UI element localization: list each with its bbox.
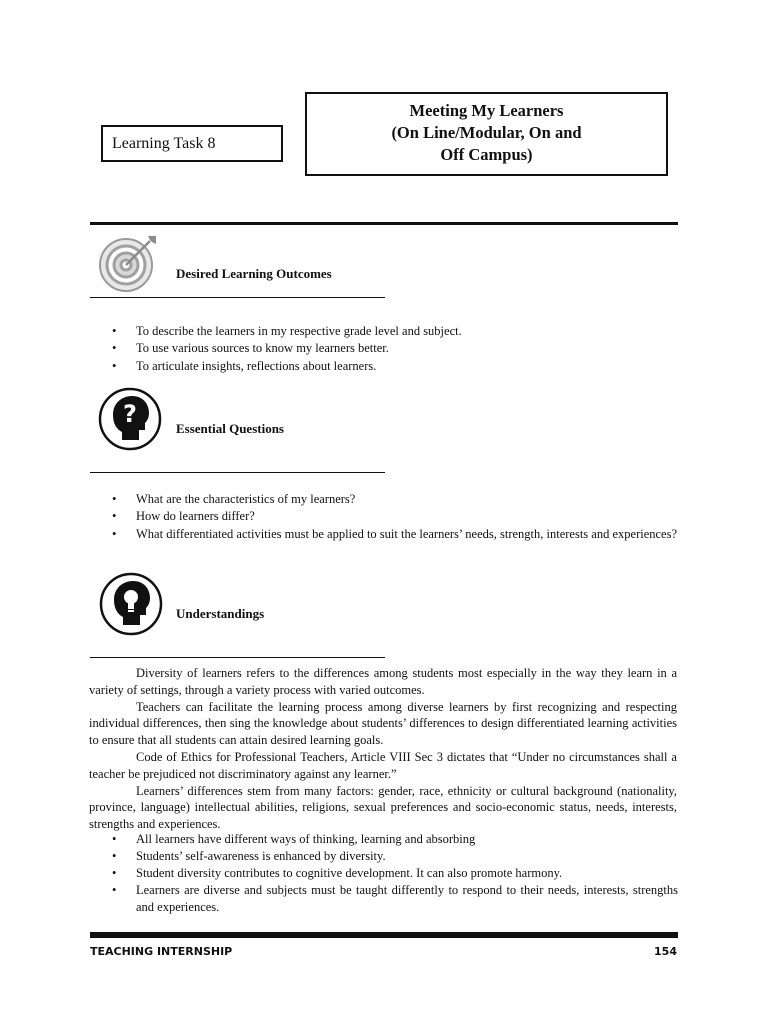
page-number: 154 xyxy=(654,945,677,958)
learning-task-box xyxy=(101,125,283,162)
footer-title: TEACHING INTERNSHIP xyxy=(90,945,233,958)
questions-divider xyxy=(90,472,385,473)
head-question-icon xyxy=(97,386,163,452)
outcomes-divider xyxy=(90,297,385,298)
top-divider xyxy=(90,222,678,225)
list-item: • How do learners differ? xyxy=(112,508,678,525)
list-item: • To articulate insights, reflections about learners. xyxy=(112,358,678,375)
understandings-divider xyxy=(90,657,385,658)
head-lightbulb-icon xyxy=(98,571,164,637)
learning-task-label: Learning Task 8 xyxy=(112,135,216,152)
questions-heading: Essential Questions xyxy=(176,421,284,436)
title-box xyxy=(305,92,668,176)
understandings-body xyxy=(89,665,677,833)
svg-text:?: ? xyxy=(123,400,137,428)
list-item: • Students’ self-awareness is enhanced by diversity. xyxy=(112,848,678,865)
list-item: • To describe the learners in my respective grade level and subject. xyxy=(112,323,678,340)
target-icon xyxy=(98,232,160,294)
list-item: • What differentiated activities must be applied to suit the learners’ needs, strength, interests and experiences? xyxy=(112,526,678,543)
understandings-heading: Understandings xyxy=(176,606,265,621)
title-line-3: Off Campus) xyxy=(440,145,533,164)
outcomes-list xyxy=(112,323,678,375)
footer-bar xyxy=(90,932,678,938)
list-item: • To use various sources to know my learners better. xyxy=(112,340,678,357)
outcomes-heading: Desired Learning Outcomes xyxy=(176,266,332,281)
title-line-2: (On Line/Modular, On and xyxy=(391,123,582,142)
list-item: • All learners have different ways of thinking, learning and absorbing xyxy=(112,831,678,848)
paragraph: Code of Ethics for Professional Teachers, Article VIII Sec 3 dictates that “Under no circumstances shall a teacher be prejudiced not discriminatory against any learner.” xyxy=(89,749,677,781)
questions-list xyxy=(112,491,678,543)
paragraph: Diversity of learners refers to the differences among students most especially in the way they learn in a variety of settings, through a variety process with varied outcomes. xyxy=(89,666,677,697)
paragraph: Learners’ differences stem from many factors: gender, race, ethnicity or cultural background (nationality, province, language) intellectual abilities, religions, sexual preferences and socio-economic status, needs, interests, strengths and experiences. xyxy=(89,783,677,832)
paragraph: Teachers can facilitate the learning process among diverse learners by first recognizing and respecting individual differences, then sing the knowledge about students’ differences to design differentiated learning activities to ensure that all students can attain desired learning goals. xyxy=(89,699,677,748)
list-item: • What are the characteristics of my learners? xyxy=(112,491,678,508)
list-item: • Student diversity contributes to cognitive development. It can also promote harmony. xyxy=(112,865,678,882)
understandings-list xyxy=(112,831,678,916)
title-line-1: Meeting My Learners xyxy=(409,101,564,120)
list-item: • Learners are diverse and subjects must be taught differently to respond to their needs, interests, strengths and experiences. xyxy=(112,882,678,916)
